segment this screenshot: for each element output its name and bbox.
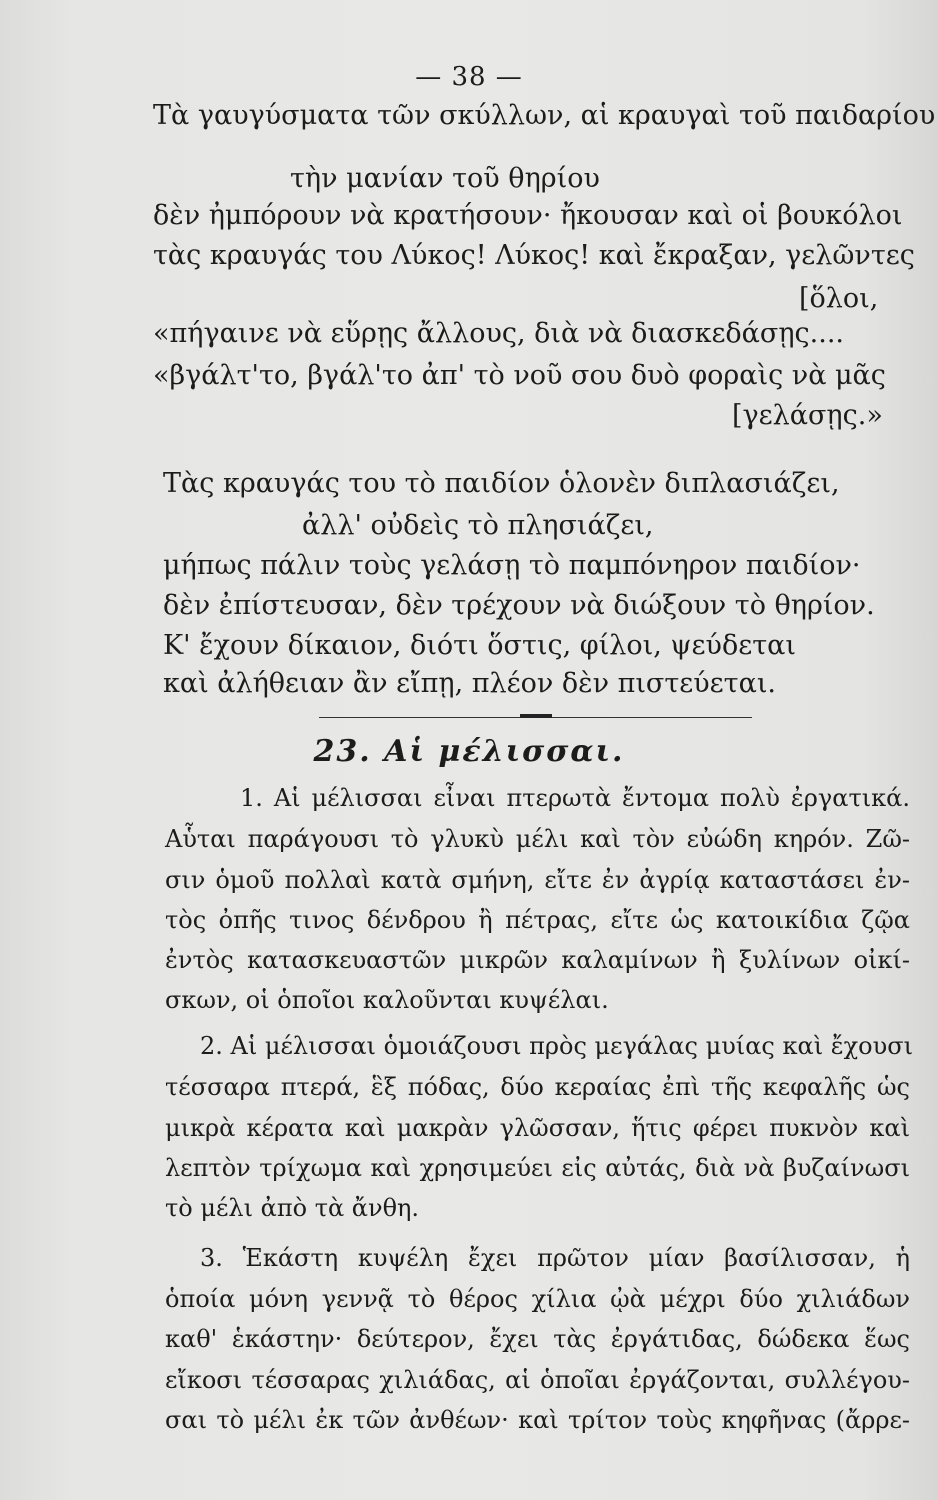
page-number: — 38 —	[415, 62, 523, 92]
text-line: τὸ μέλι ἀπὸ τὰ ἄνθη.	[165, 1194, 420, 1222]
poem-line: τὰς κραυγάς του Λύκος! Λύκος! καὶ ἔκραξαν, γελῶντες	[153, 240, 915, 271]
text-line: 2. Αἱ μέλισσαι ὁμοιάζουσι πρὸς μεγάλας μυίας καὶ ἔχουσι	[200, 1032, 913, 1060]
poem-line: δὲν ἐπίστευσαν, δὲν τρέχουν νὰ διώξουν τὸ θηρίον.	[163, 590, 875, 621]
poem-line: καὶ ἀλήθειαν ἂν εἴπῃ, πλέον δὲν πιστεύεται.	[163, 668, 777, 699]
poem-line: «βγάλτ'το, βγάλ'το ἀπ' τὸ νοῦ σου δυὸ φοραὶς νὰ μᾶς	[153, 360, 886, 391]
poem-line: Τὰ γαυγύσματα τῶν σκύλλων, αἱ κραυγαὶ τοῦ παιδαρίου	[153, 100, 936, 131]
text-line: λεπτὸν τρίχωμα καὶ χρησιμεύει εἰς αὐτάς, διὰ νὰ βυζαίνωσι	[165, 1154, 910, 1182]
text-line: σιν ὁμοῦ πολλαὶ κατὰ σμήνη, εἴτε ἐν ἀγρίᾳ καταστάσει ἐν-	[165, 866, 910, 894]
divider-mark	[520, 714, 552, 718]
poem-line: τὴν μανίαν τοῦ θηρίου	[290, 163, 600, 194]
poem-line: μήπως πάλιν τοὺς γελάσῃ τὸ παμπόνηρον παιδίον·	[163, 550, 861, 581]
poem-line: ἀλλ' οὐδεὶς τὸ πλησιάζει,	[302, 510, 654, 541]
poem-line: Κ' ἔχουν δίκαιον, διότι ὅστις, φίλοι, ψεύδεται	[163, 630, 796, 661]
text-line: εἴκοσι τέσσαρας χιλιάδας, αἱ ὁποῖαι ἐργάζονται, συλλέγου-	[165, 1366, 910, 1394]
text-line: σαι τὸ μέλι ἐκ τῶν ἀνθέων· καὶ τρίτον τοὺς κηφῆνας (ἄρρε-	[165, 1406, 910, 1434]
text-line: σκων, οἱ ὁποῖοι καλοῦνται κυψέλαι.	[165, 986, 609, 1014]
text-line: τὸς ὀπῆς τινος δένδρου ἢ πέτρας, εἴτε ὡς κατοικίδια ζῷα	[165, 906, 910, 934]
poem-line: δὲν ἠμπόρουν νὰ κρατήσουν· ἤκουσαν καὶ οἱ βουκόλοι	[153, 200, 903, 231]
text-line: ἐντὸς κατασκευαστῶν μικρῶν καλαμίνων ἢ ξυλίνων οἰκί-	[165, 946, 910, 974]
text-line: μικρὰ κέρατα καὶ μακρὰν γλῶσσαν, ἥτις φέρει πυκνὸν καὶ	[165, 1114, 910, 1142]
text-line: ὁποία μόνη γεννᾷ τὸ θέρος χίλια ᾠὰ μέχρι δύο χιλιάδων	[165, 1285, 910, 1313]
text-line: 1. Αἱ μέλισσαι εἶναι πτερωτὰ ἔντομα πολὺ ἐργατικά.	[240, 784, 910, 812]
text-line: Αὗται παράγουσι τὸ γλυκὺ μέλι καὶ τὸν εὐώδη κηρόν. Ζῶ-	[165, 825, 910, 853]
section-heading: 23. Αἱ μέλισσαι.	[313, 734, 625, 769]
poem-line: Τὰς κραυγάς του τὸ παιδίον ὁλονὲν διπλασιάζει,	[163, 468, 840, 499]
text-line: καθ' ἑκάστην· δεύτερον, ἔχει τὰς ἐργάτιδας, δώδεκα ἕως	[165, 1325, 910, 1353]
text-line: 3. Ἑκάστη κυψέλη ἔχει πρῶτον μίαν βασίλισσαν, ἡ	[200, 1244, 910, 1272]
poem-line: [ὅλοι,	[799, 283, 879, 314]
text-line: τέσσαρα πτερά, ἓξ πόδας, δύο κεραίας ἐπὶ τῆς κεφαλῆς ὡς	[165, 1073, 910, 1101]
poem-line: «πήγαινε νὰ εὕρῃς ἄλλους, διὰ νὰ διασκεδάσῃς....	[153, 318, 844, 349]
poem-line: [γελάσῃς.»	[732, 400, 883, 431]
